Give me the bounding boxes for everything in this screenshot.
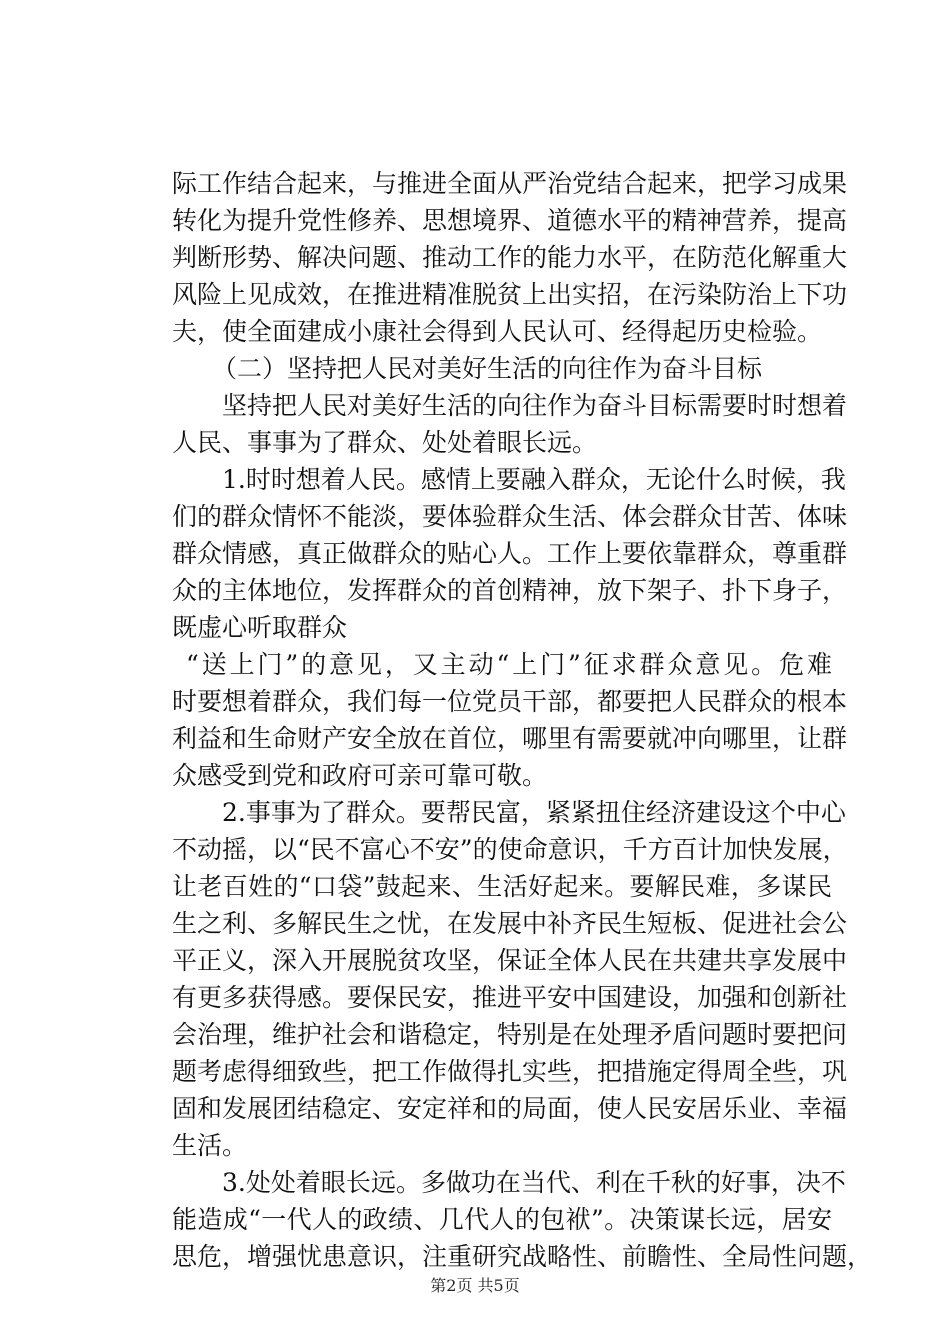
text-line: 利益和生命财产安全放在首位，哪里有需要就冲向哪里，让群 <box>172 724 848 753</box>
text-line: 判断形势、解决问题、推动工作的能力水平，在防范化解重大 <box>172 243 848 272</box>
text-line: 生之利、多解民生之忧，在发展中补齐民生短板、促进社会公 <box>172 909 848 938</box>
text-line: 1.时时想着人民。感情上要融入群众，无论什么时候，我 <box>222 465 846 494</box>
text-line: 转化为提升党性修养、思想境界、道德水平的精神营养，提高 <box>172 206 848 235</box>
text-line: 群众情感，真正做群众的贴心人。工作上要依靠群众，尊重群 <box>172 539 848 568</box>
text-line: 众感受到党和政府可亲可靠可敬。 <box>172 761 548 790</box>
text-line: 人民、事事为了群众、处处着眼长远。 <box>172 428 598 457</box>
text-line: 3.处处着眼长远。多做功在当代、利在千秋的好事，决不 <box>222 1168 846 1197</box>
text-line: 能造成“一代人的政绩、几代人的包袱”。决策谋长远，居安 <box>172 1205 832 1234</box>
text-line: 夫，使全面建成小康社会得到人民认可、经得起历史检验。 <box>172 317 823 346</box>
text-line: 平正义，深入开展脱贫攻坚，保证全体人民在共建共享发展中 <box>172 946 848 975</box>
page-number-footer: 第2页 共5页 <box>430 1276 520 1295</box>
text-line: 生活。 <box>172 1131 248 1160</box>
text-line: 有更多获得感。要保民安，推进平安中国建设，加强和创新社 <box>172 983 848 1012</box>
text-line: 众的主体地位，发挥群众的首创精神，放下架子、扑下身子， <box>172 576 848 605</box>
text-line: 思危，增强忧患意识，注重研究战略性、前瞻性、全局性问题， <box>172 1242 873 1271</box>
text-line: 时要想着群众，我们每一位党员干部，都要把人民群众的根本 <box>172 687 848 716</box>
text-line: 不动摇，以“民不富心不安”的使命意识，千方百计加快发展， <box>172 835 848 864</box>
text-line: 让老百姓的“口袋”鼓起来、生活好起来。要解民难，多谋民 <box>172 872 832 901</box>
text-line: 风险上见成效，在推进精准脱贫上出实招，在污染防治上下功 <box>172 280 848 309</box>
text-line: “送上门”的意见，又主动“上门”征求群众意见。危难 <box>186 650 832 679</box>
text-line: 固和发展团结稳定、安定祥和的局面，使人民安居乐业、幸福 <box>172 1094 848 1123</box>
text-line: 们的群众情怀不能淡，要体验群众生活、体会群众甘苦、体味 <box>172 502 848 531</box>
text-line: 会治理，维护社会和谐稳定，特别是在处理矛盾问题时要把问 <box>172 1020 848 1049</box>
text-line: 既虚心听取群众 <box>172 613 348 642</box>
section-heading: （二）坚持把人民对美好生活的向往作为奋斗目标 <box>212 354 763 383</box>
text-line: 2.事事为了群众。要帮民富，紧紧扭住经济建设这个中心 <box>222 798 846 827</box>
text-line: 坚持把人民对美好生活的向往作为奋斗目标需要时时想着 <box>222 391 848 420</box>
text-line: 际工作结合起来，与推进全面从严治党结合起来，把学习成果 <box>172 169 848 198</box>
text-line: 题考虑得细致些，把工作做得扎实些，把措施定得周全些，巩 <box>172 1057 848 1086</box>
